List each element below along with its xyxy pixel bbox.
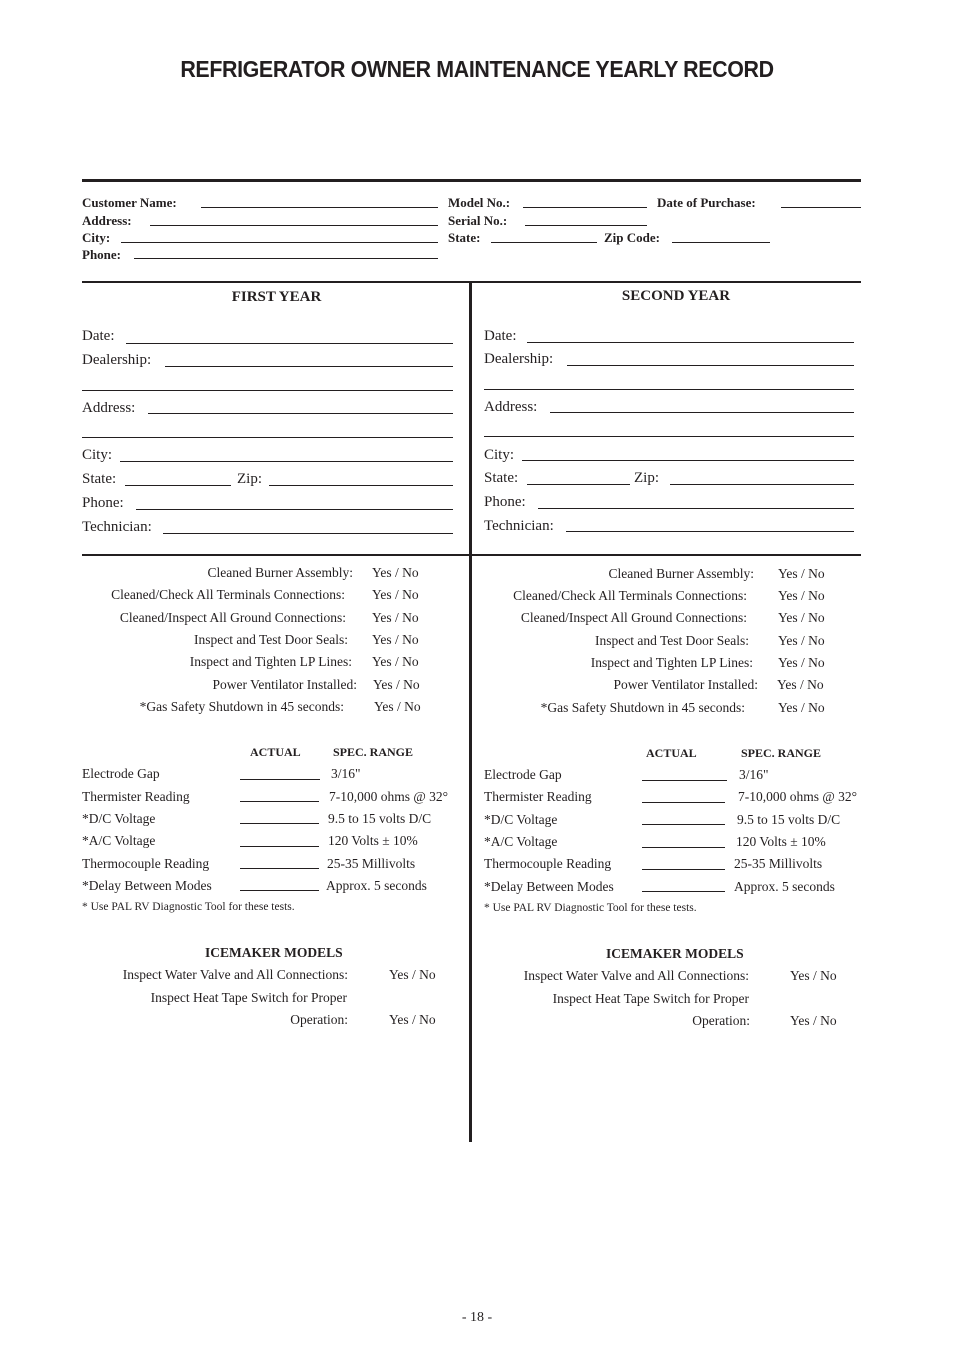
yes-no-answer[interactable]: Yes / No <box>777 677 824 692</box>
serial-no-line[interactable] <box>525 225 647 226</box>
spec-value: 7-10,000 ohms @ 32° <box>738 789 858 804</box>
yes-no-answer[interactable]: Yes / No <box>778 588 825 603</box>
checklist-label: Cleaned Burner Assembly: <box>608 566 754 581</box>
phone-line[interactable] <box>136 509 453 510</box>
dealership-line-2[interactable] <box>484 389 854 390</box>
checklist-item <box>82 632 348 652</box>
second-year-heading: SECOND YEAR <box>621 288 731 304</box>
dealership-line[interactable] <box>165 366 453 367</box>
checklist-item <box>484 566 754 586</box>
column-divider <box>469 281 472 1142</box>
yes-no-answer[interactable]: Yes / No <box>778 566 825 581</box>
checklist-item <box>82 610 346 630</box>
checklist-label: Cleaned/Inspect All Ground Connections: <box>119 610 346 625</box>
icemaker-heading: ICEMAKER MODELS <box>205 945 343 960</box>
actual-value-line[interactable] <box>642 891 725 892</box>
yes-no-answer[interactable]: Yes / No <box>373 677 420 692</box>
model-no-label: Model No.: <box>448 195 511 210</box>
checklist-label: Power Ventilator Installed: <box>613 677 758 692</box>
spec-range-header: SPEC. RANGE <box>333 745 414 759</box>
checklist-item <box>82 587 345 607</box>
measurement-name: Electrode Gap <box>82 766 160 781</box>
date-line[interactable] <box>527 342 854 343</box>
icemaker-valve-item <box>484 968 749 988</box>
yes-no-answer[interactable]: Yes / No <box>372 654 419 669</box>
actual-header: ACTUAL <box>646 746 697 760</box>
city-line[interactable] <box>522 460 854 461</box>
page-title: REFRIGERATOR OWNER MAINTENANCE YEARLY RECORD <box>180 56 774 82</box>
phone-label: Phone: <box>484 494 526 510</box>
customer-city-label: City: <box>82 230 111 245</box>
checklist-label: Cleaned/Inspect All Ground Connections: <box>520 610 747 625</box>
state-line[interactable] <box>125 485 231 486</box>
measurement-name: *A/C Voltage <box>82 833 156 848</box>
measurement-name: *Delay Between Modes <box>484 879 614 894</box>
actual-value-line[interactable] <box>642 869 725 870</box>
address-line[interactable] <box>550 412 854 413</box>
spec-value: Approx. 5 seconds <box>326 878 427 893</box>
zip-label: Zip: <box>237 471 262 487</box>
spec-value: 3/16" <box>739 767 769 782</box>
icemaker-tape-label-cont: Operation: <box>692 1013 750 1028</box>
measurement-name: Thermocouple Reading <box>484 856 612 871</box>
icemaker-valve-item <box>82 967 348 987</box>
actual-value-line[interactable] <box>642 824 725 825</box>
measurement-name: *D/C Voltage <box>82 811 156 826</box>
actual-value-line[interactable] <box>240 846 319 847</box>
technician-line[interactable] <box>566 531 854 532</box>
yes-no-answer[interactable]: Yes / No <box>778 610 825 625</box>
checklist-item <box>484 700 745 720</box>
measurement-name: *A/C Voltage <box>484 834 558 849</box>
spec-value: 9.5 to 15 volts D/C <box>328 811 432 826</box>
state-label: State: <box>82 471 117 487</box>
address-label: Address: <box>484 399 538 415</box>
zip-code-line[interactable] <box>672 242 770 243</box>
date-line[interactable] <box>126 343 453 344</box>
address-line-2[interactable] <box>82 437 453 438</box>
date-of-purchase-line[interactable] <box>781 207 861 208</box>
dealership-line-2[interactable] <box>82 390 453 391</box>
spec-value: 7-10,000 ohms @ 32° <box>329 789 449 804</box>
spec-value: 25-35 Millivolts <box>734 856 823 871</box>
yes-no-answer[interactable]: Yes / No <box>372 587 419 602</box>
date-label: Date: <box>484 328 517 344</box>
checklist-label: Inspect and Test Door Seals: <box>193 632 348 647</box>
customer-name-line[interactable] <box>201 207 438 208</box>
dealership-label: Dealership: <box>82 352 152 368</box>
model-no-line[interactable] <box>523 207 647 208</box>
actual-value-line[interactable] <box>240 890 319 891</box>
checklist-label: Inspect and Test Door Seals: <box>594 633 749 648</box>
diagnostic-note: * Use PAL RV Diagnostic Tool for these tests. <box>484 902 697 914</box>
actual-value-line[interactable] <box>642 802 725 803</box>
technician-line[interactable] <box>163 533 453 534</box>
checklist-label: Cleaned Burner Assembly: <box>207 565 353 580</box>
checklist-label: *Gas Safety Shutdown in 45 seconds: <box>540 700 745 715</box>
city-label: City: <box>484 447 515 463</box>
checklist-item <box>484 610 747 630</box>
spec-value: Approx. 5 seconds <box>734 879 835 894</box>
checklist-item <box>484 677 758 697</box>
icemaker-tape-item-cont <box>82 1012 348 1032</box>
phone-label: Phone: <box>82 495 124 511</box>
spec-value: 120 Volts ± 10% <box>328 833 418 848</box>
spec-range-header: SPEC. RANGE <box>741 746 822 760</box>
actual-header: ACTUAL <box>250 745 301 759</box>
city-line[interactable] <box>120 461 453 462</box>
icemaker-valve-label: Inspect Water Valve and All Connections: <box>122 967 348 982</box>
customer-state-line[interactable] <box>491 242 597 243</box>
yes-no-answer[interactable]: Yes / No <box>374 699 421 714</box>
technician-label: Technician: <box>484 518 554 534</box>
address-line[interactable] <box>148 413 453 414</box>
actual-value-line[interactable] <box>642 780 727 781</box>
checklist-label: Cleaned/Check All Terminals Connections: <box>513 588 747 603</box>
yes-no-answer[interactable]: Yes / No <box>790 968 837 983</box>
yes-no-answer[interactable]: Yes / No <box>790 1013 837 1028</box>
spec-value: 9.5 to 15 volts D/C <box>737 812 841 827</box>
checklist-item <box>484 655 753 675</box>
customer-city-line[interactable] <box>121 242 438 243</box>
date-of-purchase-label: Date of Purchase: <box>657 195 756 210</box>
measurement-name: *Delay Between Modes <box>82 878 212 893</box>
measurement-name: Electrode Gap <box>484 767 562 782</box>
serial-no-label: Serial No.: <box>448 213 508 228</box>
actual-value-line[interactable] <box>240 868 319 869</box>
zip-line[interactable] <box>670 484 854 485</box>
phone-line[interactable] <box>538 508 854 509</box>
customer-state-label: State: <box>448 230 481 245</box>
icemaker-tape-label: Inspect Heat Tape Switch for Proper <box>552 991 749 1006</box>
actual-value-line[interactable] <box>642 847 725 848</box>
customer-address-line[interactable] <box>150 225 438 226</box>
icemaker-tape-item-cont <box>484 1013 750 1033</box>
state-label: State: <box>484 470 519 486</box>
yes-no-answer[interactable]: Yes / No <box>389 1012 436 1027</box>
checklist-label: Inspect and Tighten LP Lines: <box>590 655 753 670</box>
yes-no-answer[interactable]: Yes / No <box>372 565 419 580</box>
address-line-2[interactable] <box>484 436 854 437</box>
state-line[interactable] <box>527 484 630 485</box>
checklist-item <box>484 588 747 608</box>
diagnostic-note: * Use PAL RV Diagnostic Tool for these tests. <box>82 901 295 913</box>
customer-phone-label: Phone: <box>82 247 121 262</box>
measurement-name: *D/C Voltage <box>484 812 558 827</box>
actual-value-line[interactable] <box>240 823 319 824</box>
spec-value: 3/16" <box>331 766 361 781</box>
date-label: Date: <box>82 328 115 344</box>
measurement-name: Thermocouple Reading <box>82 856 210 871</box>
actual-value-line[interactable] <box>240 801 319 802</box>
measurement-name: Thermister Reading <box>484 789 592 804</box>
zip-code-label: Zip Code: <box>604 230 660 245</box>
address-label: Address: <box>82 400 136 416</box>
yes-no-answer[interactable]: Yes / No <box>778 700 825 715</box>
checklist-item <box>82 565 353 585</box>
checklist-label: Power Ventilator Installed: <box>212 677 357 692</box>
dealership-label: Dealership: <box>484 351 554 367</box>
yes-no-answer[interactable]: Yes / No <box>778 633 825 648</box>
city-label: City: <box>82 447 113 463</box>
zip-label: Zip: <box>634 470 659 486</box>
yes-no-answer[interactable]: Yes / No <box>778 655 825 670</box>
technician-label: Technician: <box>82 519 152 535</box>
icemaker-tape-label: Inspect Heat Tape Switch for Proper <box>150 990 347 1005</box>
icemaker-tape-label-cont: Operation: <box>290 1012 348 1027</box>
yes-no-answer[interactable]: Yes / No <box>372 632 419 647</box>
checklist-label: *Gas Safety Shutdown in 45 seconds: <box>139 699 344 714</box>
checklist-item <box>82 654 352 674</box>
customer-phone-line[interactable] <box>134 258 438 259</box>
customer-name-label: Customer Name: <box>82 195 177 210</box>
icemaker-valve-label: Inspect Water Valve and All Connections: <box>523 968 749 983</box>
checklist-label: Cleaned/Check All Terminals Connections: <box>111 587 345 602</box>
measurement-name: Thermister Reading <box>82 789 190 804</box>
icemaker-heading: ICEMAKER MODELS <box>606 946 744 961</box>
page-number: - 18 - <box>461 1310 493 1325</box>
checklist-item <box>82 677 357 697</box>
checklist-label: Inspect and Tighten LP Lines: <box>189 654 352 669</box>
yes-no-answer[interactable]: Yes / No <box>389 967 436 982</box>
checklist-item <box>484 633 749 653</box>
zip-line[interactable] <box>269 485 453 486</box>
checklist-item <box>82 699 344 719</box>
icemaker-tape-item <box>82 990 347 1010</box>
yes-no-answer[interactable]: Yes / No <box>372 610 419 625</box>
spec-value: 25-35 Millivolts <box>327 856 416 871</box>
first-year-heading: FIRST YEAR <box>231 289 322 305</box>
actual-value-line[interactable] <box>240 779 320 780</box>
customer-address-label: Address: <box>82 213 132 228</box>
icemaker-tape-item <box>484 991 749 1011</box>
dealership-line[interactable] <box>567 365 854 366</box>
spec-value: 120 Volts ± 10% <box>736 834 826 849</box>
top-rule <box>82 179 861 182</box>
